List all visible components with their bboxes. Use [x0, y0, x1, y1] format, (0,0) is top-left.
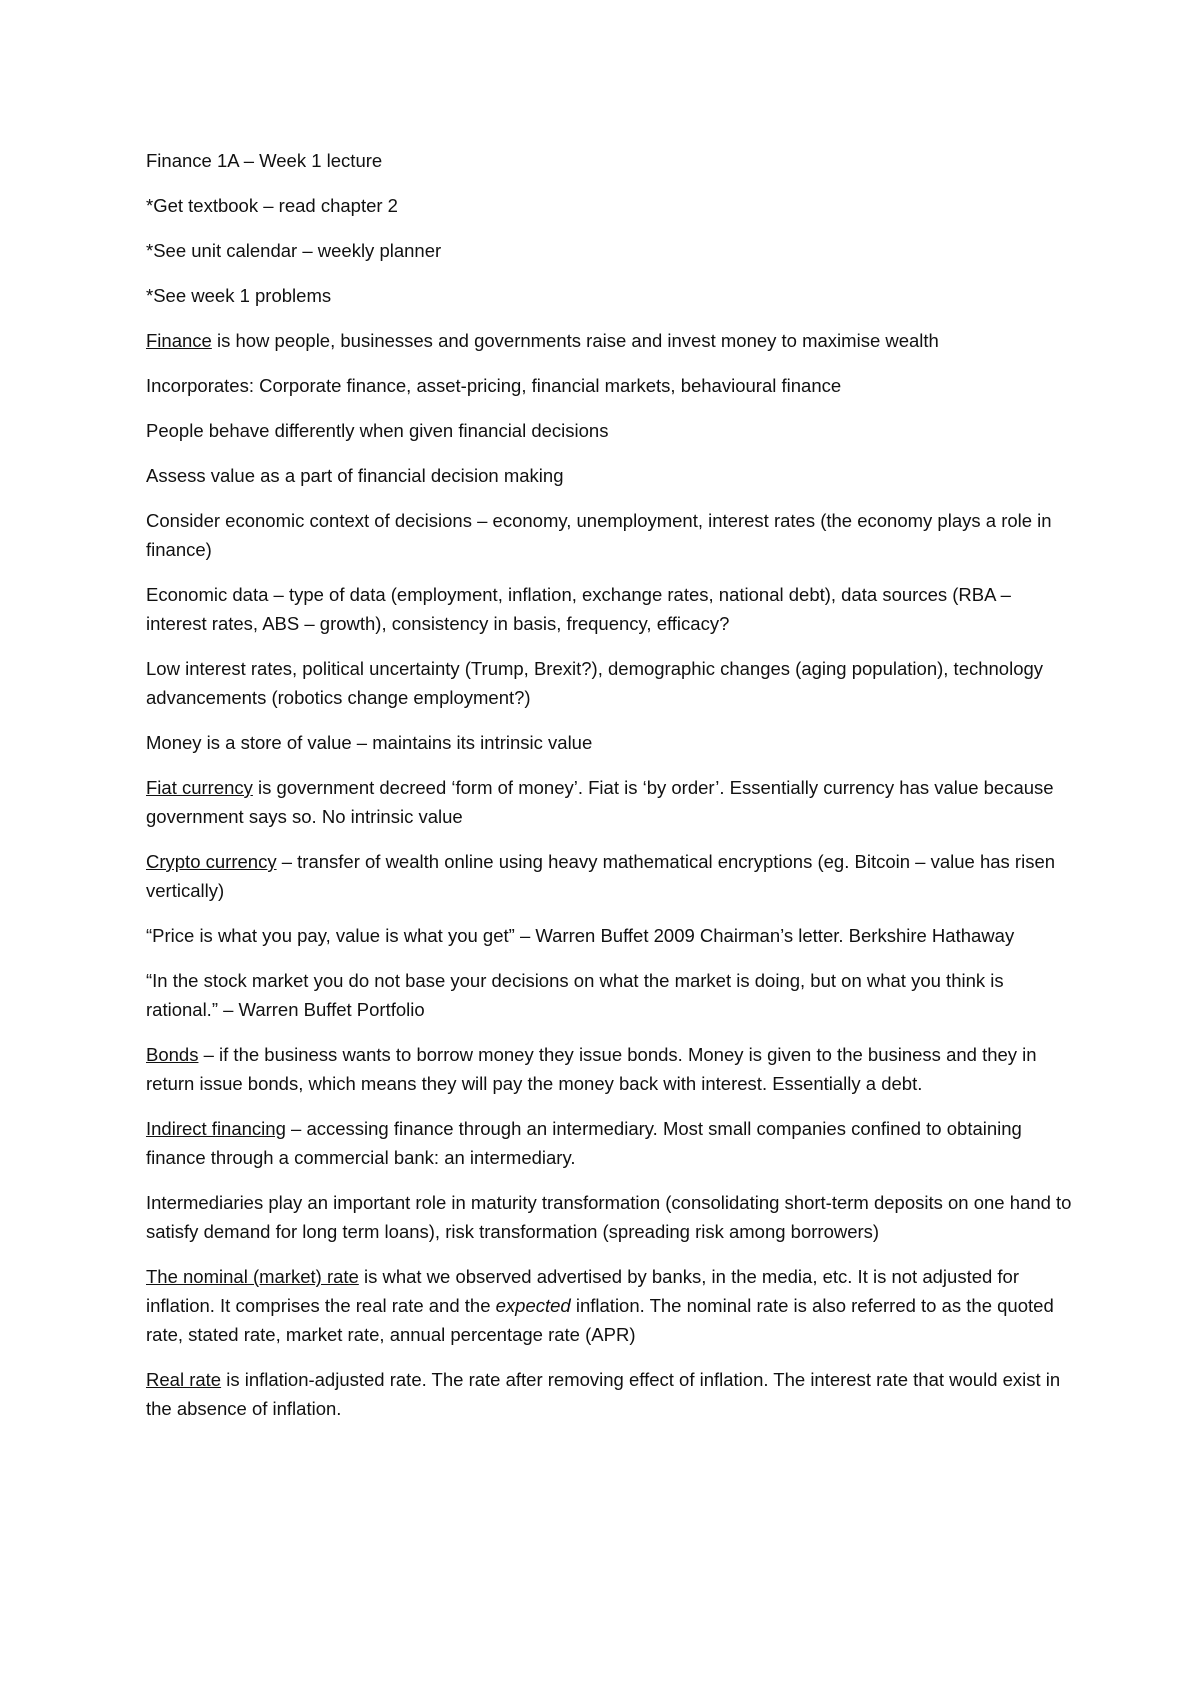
paragraph-economic-context: Consider economic context of decisions – economy, unemployment, interest rates (the economy plays a role in finance) [146, 510, 1052, 560]
term-real-rate: Real rate [146, 1369, 222, 1390]
paragraph-fiat-currency [146, 773, 1076, 831]
paragraph-bonds [146, 1040, 1076, 1098]
paragraph-economic-data: Economic data – type of data (employment, inflation, exchange rates, national debt), data sources (RBA – interest rates, ABS – growth), consistency in basis, frequency, efficacy? [146, 584, 1011, 634]
nominal-rate-text-2: inflation. The nominal rate is also referred to as the quoted rate, stated rate, market rate, annual percentage rate (APR) [146, 1295, 1054, 1345]
crypto-currency-text: – transfer of wealth online using heavy mathematical encryptions (eg. Bitcoin – value has risen vertically) [146, 851, 1056, 901]
term-indirect-financing: Indirect financing [146, 1118, 286, 1139]
term-finance: Finance [146, 330, 212, 351]
note-textbook: *Get textbook – read chapter 2 [146, 195, 398, 216]
term-nominal-rate: The nominal (market) rate [146, 1266, 359, 1287]
finance-definition-text: is how people, businesses and governments raise and invest money to maximise wealth [211, 330, 939, 351]
bonds-text: – if the business wants to borrow money they issue bonds. Money is given to the business and they in return issue bonds, which means they will pay the money back with interest. Essentially a debt. [146, 1044, 1037, 1094]
paragraph-people-behave: People behave differently when given financial decisions [146, 420, 609, 441]
paragraph-low-interest-rates: Low interest rates, political uncertainty (Trump, Brexit?), demographic changes (aging population), technology advancements (robotics change employment?) [146, 658, 1044, 708]
note-calendar: *See unit calendar – weekly planner [146, 240, 442, 261]
term-bonds: Bonds [146, 1044, 199, 1065]
paragraph-intermediaries: Intermediaries play an important role in maturity transformation (consolidating short-term deposits on one hand to satisfy demand for long term loans), risk transformation (spreading risk among borrowers) [146, 1192, 1072, 1242]
paragraph-quote-price-value: “Price is what you pay, value is what you get” – Warren Buffet 2009 Chairman’s letter. Berkshire Hathaway [146, 925, 1015, 946]
paragraph-real-rate [146, 1365, 1076, 1423]
paragraph-assess-value: Assess value as a part of financial decision making [146, 465, 564, 486]
term-fiat-currency: Fiat currency [146, 777, 253, 798]
nominal-rate-emphasis: expected [495, 1295, 571, 1316]
paragraph-finance-definition [146, 326, 1076, 355]
paragraph-quote-stock-market: “In the stock market you do not base your decisions on what the market is doing, but on what you think is rational.” – Warren Buffet Portfolio [146, 970, 1004, 1020]
document-body [146, 146, 1076, 1439]
document-title: Finance 1A – Week 1 lecture [146, 150, 383, 171]
nominal-rate-text-1: is what we observed advertised by banks, in the media, etc. It is not adjusted for inflation. It comprises the real rate and the [146, 1266, 1020, 1316]
paragraph-indirect-financing [146, 1114, 1076, 1172]
paragraph-nominal-rate [146, 1262, 1076, 1349]
paragraph-incorporates: Incorporates: Corporate finance, asset-pricing, financial markets, behavioural finance [146, 375, 842, 396]
indirect-financing-text: – accessing finance through an intermediary. Most small companies confined to obtaining finance through a commercial bank: an intermediary. [146, 1118, 1022, 1168]
note-problems: *See week 1 problems [146, 285, 332, 306]
real-rate-text: is inflation-adjusted rate. The rate after removing effect of inflation. The interest rate that would exist in the absence of inflation. [146, 1369, 1061, 1419]
paragraph-crypto-currency [146, 847, 1076, 905]
fiat-currency-text: is government decreed ‘form of money’. Fiat is ‘by order’. Essentially currency has value because government says so. No intrinsic value [146, 777, 1054, 827]
paragraph-money-store-of-value: Money is a store of value – maintains its intrinsic value [146, 732, 593, 753]
term-crypto-currency: Crypto currency [146, 851, 277, 872]
